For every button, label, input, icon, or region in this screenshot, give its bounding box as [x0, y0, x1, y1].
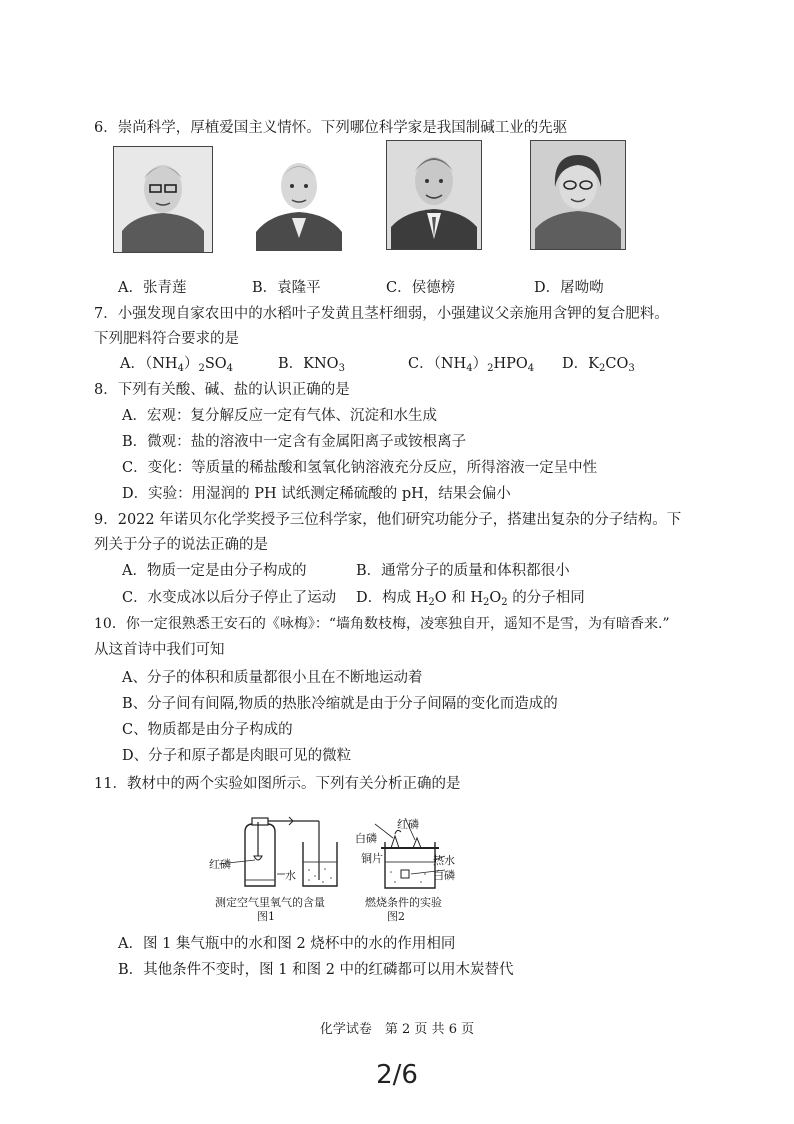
q8-option-d: D．实验：用湿润的 PH 试纸测定稀硫酸的 pH，结果会偏小 — [122, 486, 511, 502]
q10-stem-line1: 10．你一定很熟悉王安石的《咏梅》：“墙角数枝梅，凌寒独自开，遥知不是雪，为有暗香来.” — [94, 616, 670, 632]
q6-option-b: B．袁隆平 — [252, 280, 321, 296]
fig1-caption: 测定空气里氧气的含量 — [215, 896, 325, 909]
q9-option-b: B．通常分子的质量和体积都很小 — [356, 563, 570, 579]
fig2-label-white-phosphorus-top: 白磷 — [355, 832, 377, 845]
portrait-hou-debang — [386, 140, 482, 250]
figure-1-oxygen-apparatus — [205, 812, 345, 892]
q9-option-d: D．构成 $H_2O$ 和 $H_2O_2$ 的分子相同 — [356, 590, 585, 608]
q6-option-c: C．侯德榜 — [386, 280, 456, 296]
q7-stem-line2: 下列肥料符合要求的是 — [94, 331, 239, 347]
fig1-label-water: 水 — [285, 869, 296, 882]
fig1-number: 图1 — [257, 910, 275, 923]
q7-stem-line1: 7．小强发现自家农田中的水稻叶子发黄且茎杆细弱，小强建议父亲施用含钾的复合肥料。 — [94, 306, 669, 322]
fig2-label-white-phosphorus-bottom: 白磷 — [433, 869, 455, 882]
q9-option-a: A．物质一定是由分子构成的 — [122, 563, 307, 579]
page-footer: 化学试卷 第 2 页 共 6 页 — [319, 1022, 475, 1037]
q6-option-d: D．屠呦呦 — [534, 280, 604, 296]
q10-option-a: A、分子的体积和质量都很小且在不断地运动着 — [122, 670, 423, 686]
q10-option-c: C、物质都是由分子构成的 — [122, 722, 293, 738]
q7-option-b: B．$KNO_3$ — [278, 356, 345, 374]
portrait-zhang-qinglian — [113, 146, 213, 253]
q7-option-c: C．$(NH_4)_2HPO_4$ — [408, 356, 535, 374]
q11-option-b: B．其他条件不变时，图 1 和图 2 中的红磷都可以用木炭替代 — [118, 962, 514, 978]
q10-option-d: D、分子和原子都是肉眼可见的微粒 — [122, 748, 352, 764]
portrait-yuan-longping — [250, 148, 348, 251]
fig2-label-copper-sheet: 铜片 — [361, 852, 383, 865]
q7-option-a: A．$(NH_4)_2SO_4$ — [120, 356, 234, 374]
fig2-number: 图2 — [387, 910, 405, 923]
q8-option-c: C．变化：等质量的稀盐酸和氢氧化钠溶液充分反应，所得溶液一定呈中性 — [122, 460, 598, 476]
q8-stem: 8．下列有关酸、碱、盐的认识正确的是 — [94, 382, 350, 398]
q7-option-d: D．$K_2CO_3$ — [562, 356, 635, 374]
q6-option-a: A．张青莲 — [118, 280, 187, 296]
q8-option-b: B．微观：盐的溶液中一定含有金属阳离子或铵根离子 — [122, 434, 467, 450]
q11-option-a: A．图 1 集气瓶中的水和图 2 烧杯中的水的作用相同 — [118, 936, 456, 952]
q9-option-c: C．水变成冰以后分子停止了运动 — [122, 590, 337, 606]
fig2-label-hot-water: 热水 — [433, 854, 455, 867]
portrait-tu-youyou — [530, 140, 626, 250]
q6-stem: 6．崇尚科学，厚植爱国主义情怀。下列哪位科学家是我国制碱工业的先驱 — [94, 120, 568, 136]
q9-stem-line2: 列关于分子的说法正确的是 — [94, 537, 268, 553]
page-indicator: 2/6 — [376, 1060, 418, 1090]
fig1-label-red-phosphorus: 红磷 — [209, 858, 231, 871]
experiment-figures — [205, 812, 465, 922]
q11-stem: 11．教材中的两个实验如图所示。下列有关分析正确的是 — [94, 776, 461, 792]
q9-stem-line1: 9．2022 年诺贝尔化学奖授予三位科学家，他们研究功能分子，搭建出复杂的分子结构。下 — [94, 512, 682, 528]
q10-stem-line2: 从这首诗中我们可知 — [94, 642, 225, 658]
q8-option-a: A．宏观：复分解反应一定有气体、沉淀和水生成 — [122, 408, 437, 424]
fig2-caption: 燃烧条件的实验 — [365, 896, 442, 909]
fig2-label-red-phosphorus: 红磷 — [397, 818, 419, 831]
q10-option-b: B、分子间有间隔,物质的热胀冷缩就是由于分子间隔的变化而造成的 — [122, 696, 558, 712]
